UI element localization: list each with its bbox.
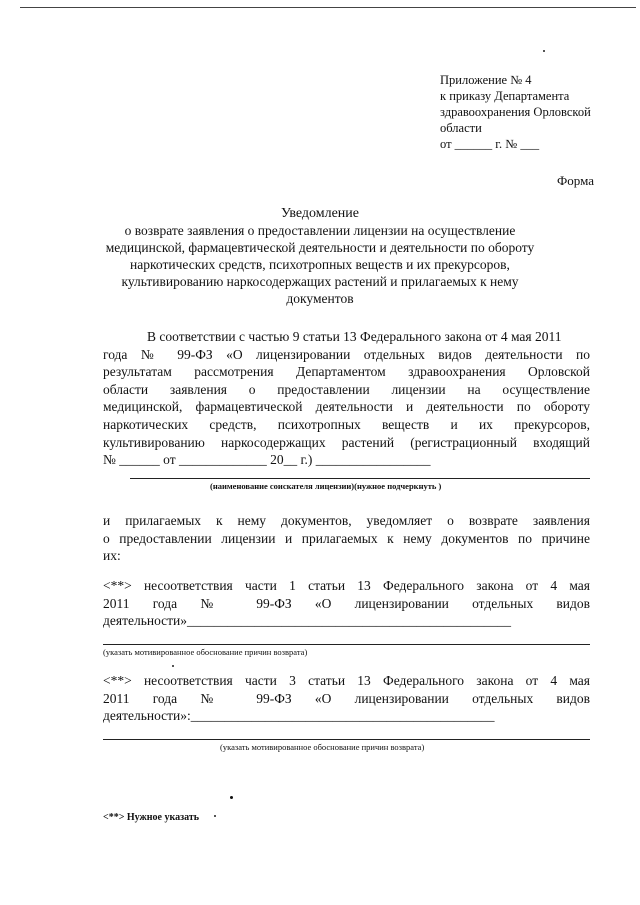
paragraph-line: № ______ от _____________ 20__ г.) _________________ (103, 452, 431, 468)
form-label: Форма (557, 173, 594, 188)
appendix-order: к приказу Департамента (440, 89, 570, 103)
paragraph-line: и прилагаемых к нему документов, уведомляет о возврате заявления (103, 513, 590, 528)
footnote: <**> Нужное указать (103, 812, 200, 823)
paragraph-line: их: (103, 548, 121, 564)
applicant-caption: (наименование соискателя лицензии)(нужное подчеркнуть ) (210, 481, 442, 491)
reason2-line (103, 739, 590, 740)
appendix-date-number: от ______ г. № ___ (440, 137, 540, 151)
appendix-number: Приложение № 4 (440, 73, 532, 87)
paragraph-line: <**> несоответствия части 3 статьи 13 Федерального закона от 4 мая (103, 673, 590, 688)
top-border-line (20, 7, 636, 8)
paragraph-line: культивированию наркосодержащих растений (регистрационный входящий (103, 434, 590, 450)
paragraph-line: наркотических средств, психотропных веществ и их прекурсоров, (103, 416, 590, 432)
document-title (0, 205, 640, 307)
applicant-name-line (130, 478, 590, 479)
return-paragraph (103, 512, 590, 565)
main-paragraph (103, 328, 590, 469)
title-line: документов (286, 291, 354, 306)
paragraph-line: года № 99-ФЗ «О лицензировании отдельных видов деятельности по (103, 346, 590, 362)
title-line: наркотических средств, психотропных веществ и их прекурсоров, (130, 257, 510, 272)
paragraph-line: В соответствии с частью 9 статьи 13 Федерального закона от 4 мая 2011 (147, 329, 562, 344)
appendix-block (440, 72, 591, 152)
paragraph-line: результатам рассмотрения Департаментом здравоохранения Орловской (103, 364, 590, 380)
reason2-caption: (указать мотивированное обоснование причин возврата) (220, 742, 425, 752)
reason1-caption: (указать мотивированное обоснование причин возврата) (103, 647, 308, 657)
paragraph-line: 2011 года № 99-ФЗ «О лицензировании отдельных видов (103, 595, 590, 611)
title-heading: Уведомление (280, 206, 359, 221)
scan-speck (543, 50, 545, 52)
scan-speck (214, 815, 216, 817)
appendix-region: области (440, 121, 482, 135)
title-line: о возврате заявления о предоставлении лицензии на осуществление (124, 223, 516, 238)
paragraph-line: 2011 года № 99-ФЗ «О лицензировании отдельных видов (103, 690, 590, 706)
title-line: культивированию наркосодержащих растений и прилагаемых к нему (121, 274, 519, 289)
title-line: медицинской, фармацевтической деятельности и деятельности по обороту (105, 240, 535, 255)
reason1-paragraph (103, 577, 590, 630)
paragraph-line: медицинской, фармацевтической деятельности и деятельности по обороту (103, 399, 590, 415)
appendix-department: здравоохранения Орловской (440, 105, 591, 119)
paragraph-line: деятельности»________________________________________________ (103, 613, 512, 629)
reason2-paragraph (103, 672, 590, 725)
scan-speck (172, 665, 174, 667)
paragraph-line: <**> несоответствия части 1 статьи 13 Федерального закона от 4 мая (103, 578, 590, 593)
paragraph-line: о предоставлении лицензии и прилагаемых к нему документов по причине (103, 530, 590, 546)
scan-dot (230, 796, 233, 799)
reason1-line (103, 644, 590, 645)
paragraph-line: деятельности»:_____________________________________________ (103, 708, 495, 724)
paragraph-line: области заявления о предоставлении лицензии на осуществление (103, 381, 590, 397)
